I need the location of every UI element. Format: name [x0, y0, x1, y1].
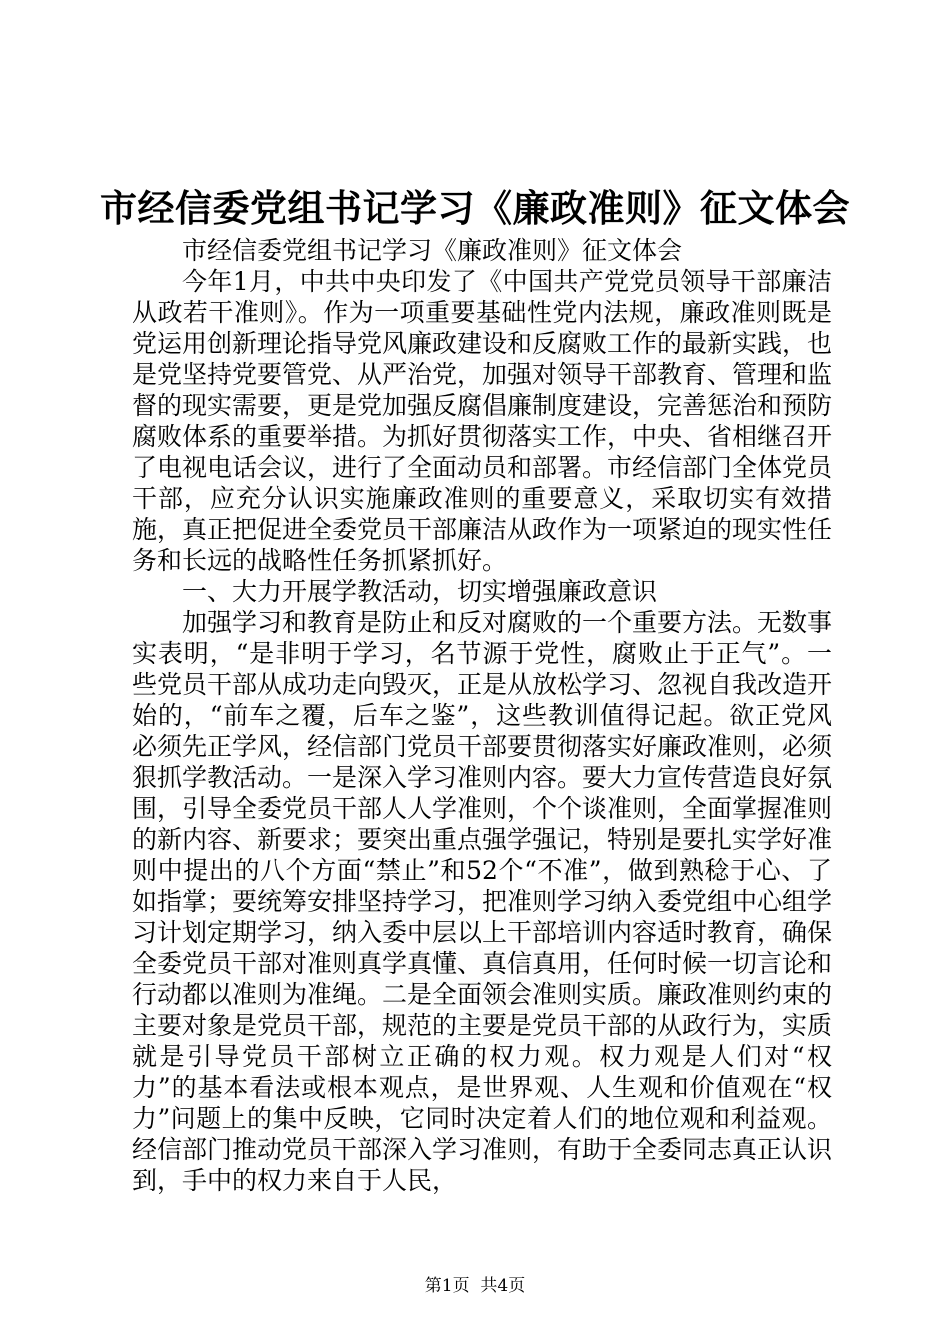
page-footer: 第1页 共4页: [424, 1276, 526, 1296]
section-paragraph: 加强学习和教育是防止和反对腐败的一个重要方法。无数事实表明，“是非明于学习，名节源于党性，腐败止于正气”。一些党员干部从成功走向毁灭，正是从放松学习、忽视自我改造开始的，“前车之覆，后车之鉴”，这些教训值得记起。欲正党风必须先正学风，经信部门党员干部要贯彻落实好廉政准则，必须狠抓学教活动。一是深入学习准则内容。要大力宣传营造良好氛围，引导全委党员干部人人学准则，个个谈准则，全面掌握准则的新内容、新要求；要突出重点强学强记，特别是要扎实学好准则中提出的八个方面“禁止”和52个“不准”，做到熟稔于心、了如指掌；要统筹安排坚持学习，把准则学习纳入委党组中心组学习计划定期学习，纳入委中层以上干部培训内容适时教育，确保全委党员干部对准则真学真懂、真信真用，任何时候一切言论和行动都以准则为准绳。二是全面领会准则实质。廉政准则约束的主要对象是党员干部，规范的主要是党员干部的从政行为，实质就是引导党员干部树立正确的权力观。权力观是人们对“权力”的基本看法或根本观点，是世界观、人生观和价值观在“权力”问题上的集中反映，它同时决定着人们的地位观和利益观。经信部门推动党员干部深入学习准则，有助于全委同志真正认识到，手中的权力来自于人民，: [132, 608, 833, 1195]
subtitle-paragraph: 市经信委党组书记学习《廉政准则》征文体会: [182, 236, 683, 265]
document-body: [132, 235, 832, 1196]
section-heading: 一、大力开展学教活动，切实增强廉政意识: [182, 577, 658, 606]
intro-paragraph: 今年1月，中共中央印发了《中国共产党党员领导干部廉洁从政若干准则》。作为一项重要基础性党内法规，廉政准则既是党运用创新理论指导党风廉政建设和反腐败工作的最新实践，也是党坚持党要管党、从严治党，加强对领导干部教育、管理和监督的现实需要，更是党加强反腐倡廉制度建设，完善惩治和预防腐败体系的重要举措。为抓好贯彻落实工作，中央、省相继召开了电视电话会议，进行了全面动员和部署。市经信部门全体党员干部，应充分认识实施廉政准则的重要意义，采取切实有效措施，真正把促进全委党员干部廉洁从政作为一项紧迫的现实性任务和长远的战略性任务抓紧抓好。: [132, 267, 833, 575]
document-title: 市经信委党组书记学习《廉政准则》征文体会: [100, 186, 850, 230]
